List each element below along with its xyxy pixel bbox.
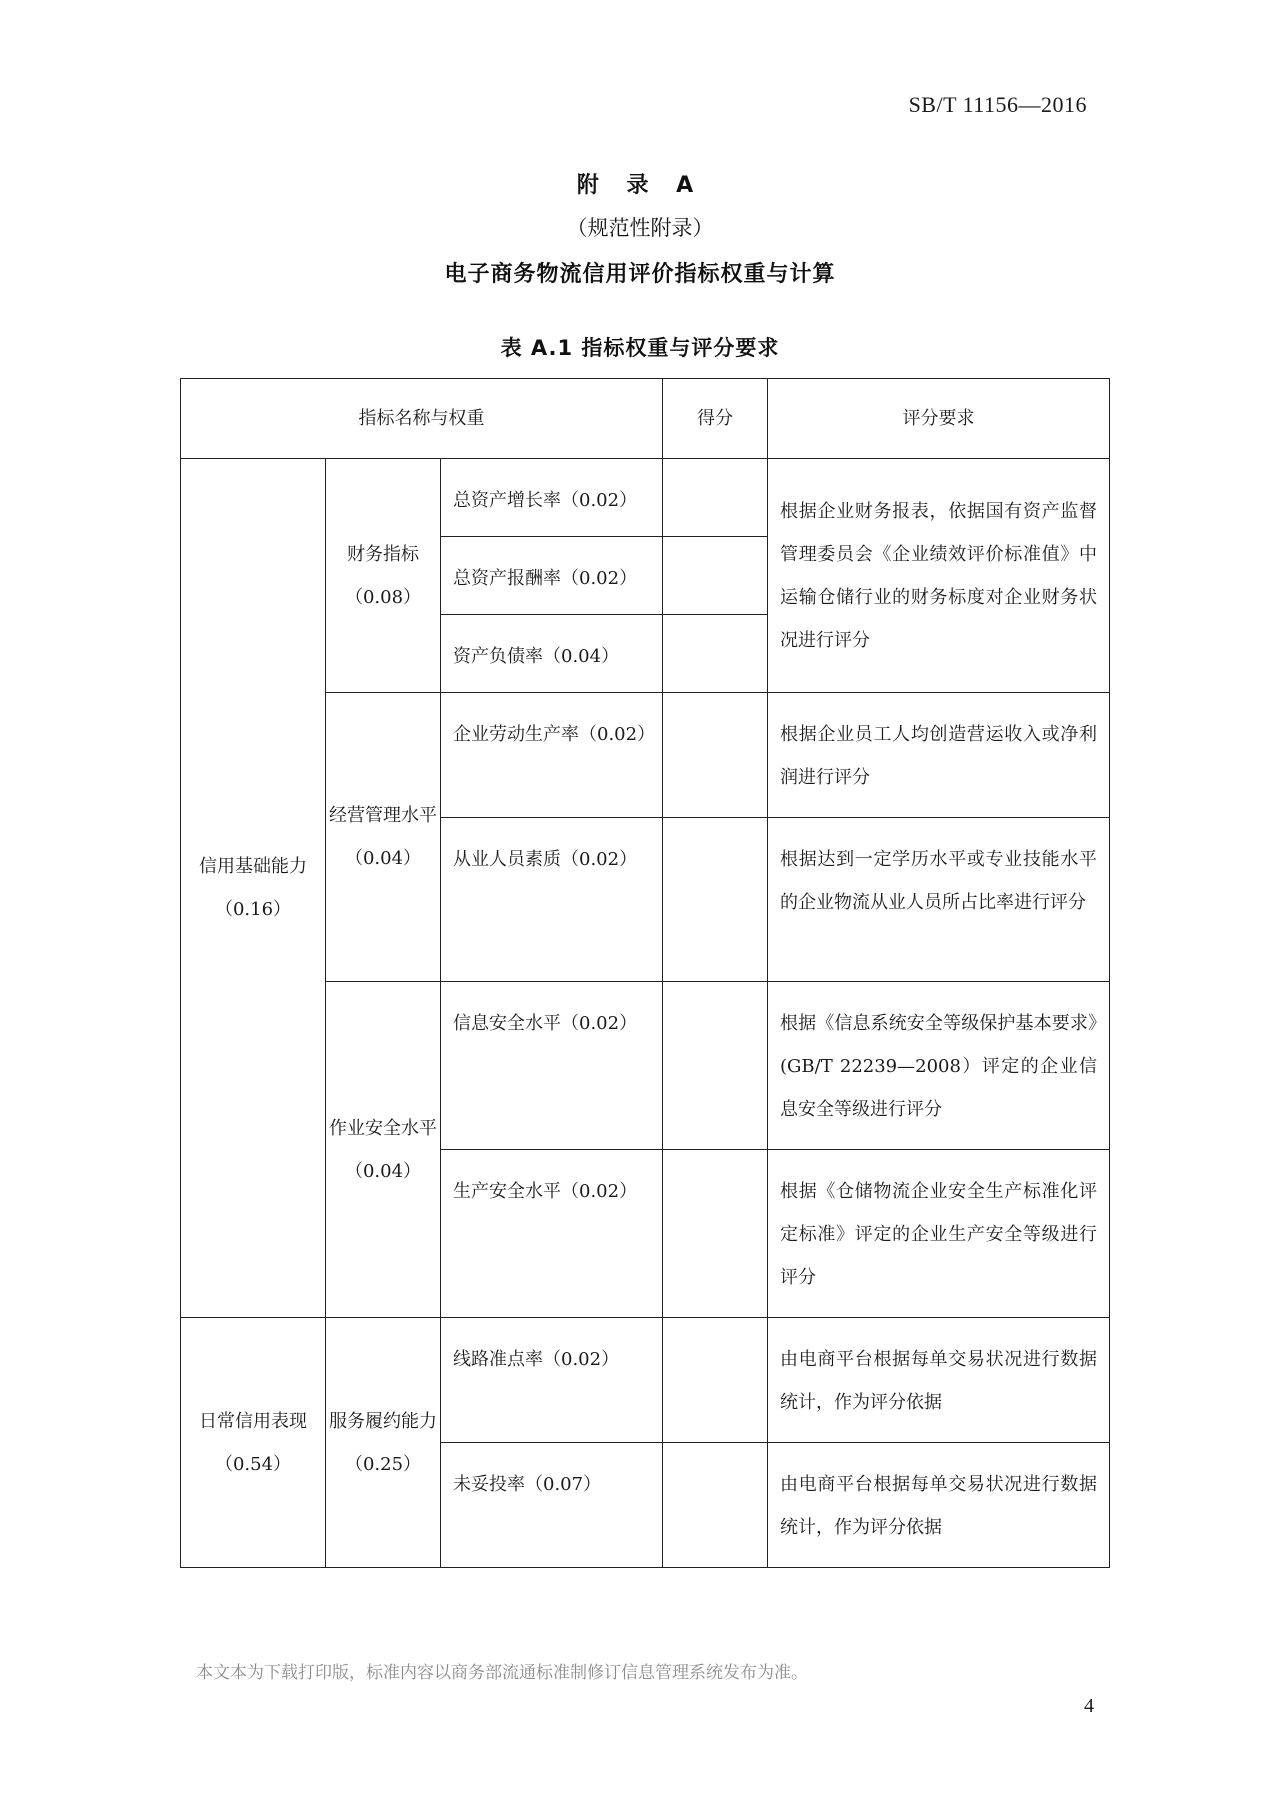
indicator-cell: 企业劳动生产率（0.02） xyxy=(441,693,663,818)
header-requirement: 评分要求 xyxy=(768,379,1110,459)
score-cell xyxy=(663,1150,768,1318)
requirement-cell: 由电商平台根据每单交易状况进行数据统计，作为评分依据 xyxy=(768,1318,1110,1443)
indicator-cell: 资产负债率（0.04） xyxy=(441,615,663,693)
score-cell xyxy=(663,1443,768,1568)
score-cell xyxy=(663,982,768,1150)
indicator-cell: 总资产增长率（0.02） xyxy=(441,459,663,537)
score-cell xyxy=(663,1318,768,1443)
group-cell xyxy=(181,1318,326,1568)
table-caption: 表 A.1 指标权重与评分要求 xyxy=(500,336,780,360)
score-cell xyxy=(663,693,768,818)
score-cell xyxy=(663,615,768,693)
subgroup-name: 财务指标 xyxy=(347,543,419,565)
table-header-row xyxy=(181,379,1110,459)
score-cell xyxy=(663,537,768,615)
requirement-cell: 根据企业财务报表，依据国有资产监督管理委员会《企业绩效评价标准值》中运输仓储行业的财务标度对企业财务状况进行评分 xyxy=(768,459,1110,693)
indicator-cell: 从业人员素质（0.02） xyxy=(441,818,663,982)
requirement-cell: 根据《仓储物流企业安全生产标准化评定标准》评定的企业生产安全等级进行评分 xyxy=(768,1150,1110,1318)
indicator-cell: 信息安全水平（0.02） xyxy=(441,982,663,1150)
group-name: 日常信用表现 xyxy=(199,1410,307,1432)
group-name: 信用基础能力 xyxy=(199,856,307,877)
header-score: 得分 xyxy=(663,379,768,459)
subgroup-cell xyxy=(326,693,441,982)
appendix-title: 电子商务物流信用评价指标权重与计算 xyxy=(444,262,836,287)
table-row xyxy=(181,459,1110,537)
indicator-cell: 未妥投率（0.07） xyxy=(441,1443,663,1568)
indicator-cell: 生产安全水平（0.02） xyxy=(441,1150,663,1318)
score-cell xyxy=(663,818,768,982)
score-cell xyxy=(663,459,768,537)
indicator-cell: 线路准点率（0.02） xyxy=(441,1318,663,1443)
subgroup-name: 经营管理水平 xyxy=(329,805,437,826)
group-weight: （0.54） xyxy=(214,1453,292,1475)
index-weight-table xyxy=(180,378,1110,1568)
requirement-cell: 根据达到一定学历水平或专业技能水平的企业物流从业人员所占比率进行评分 xyxy=(768,818,1110,982)
requirement-cell: 根据企业员工人均创造营运收入或净利润进行评分 xyxy=(768,693,1110,818)
subgroup-cell xyxy=(326,982,441,1318)
subgroup-weight: （0.04） xyxy=(344,848,422,869)
page-number: 4 xyxy=(1084,1695,1094,1717)
requirement-cell: 由电商平台根据每单交易状况进行数据统计，作为评分依据 xyxy=(768,1443,1110,1568)
standard-code: SB/T 11156—2016 xyxy=(908,92,1087,117)
table-row xyxy=(181,1318,1110,1443)
requirement-cell: 根据《信息系统安全等级保护基本要求》(GB/T 22239—2008）评定的企业信息安全等级进行评分 xyxy=(768,982,1110,1150)
download-disclaimer: 本文本为下载打印版，标准内容以商务部流通标准制修订信息管理系统发布为准。 xyxy=(196,1663,808,1683)
appendix-heading: 附 录 A xyxy=(576,173,704,198)
subgroup-name: 作业安全水平 xyxy=(329,1117,437,1139)
normative-label: （规范性附录） xyxy=(566,216,714,240)
subgroup-cell xyxy=(326,1318,441,1568)
header-name-weight: 指标名称与权重 xyxy=(181,379,663,459)
subgroup-weight: （0.08） xyxy=(344,586,422,608)
indicator-cell: 总资产报酬率（0.02） xyxy=(441,537,663,615)
group-cell xyxy=(181,459,326,1318)
subgroup-name: 服务履约能力 xyxy=(329,1410,437,1432)
subgroup-cell xyxy=(326,459,441,693)
subgroup-weight: （0.25） xyxy=(344,1453,422,1475)
subgroup-weight: （0.04） xyxy=(344,1160,422,1182)
group-weight: （0.16） xyxy=(214,899,292,920)
